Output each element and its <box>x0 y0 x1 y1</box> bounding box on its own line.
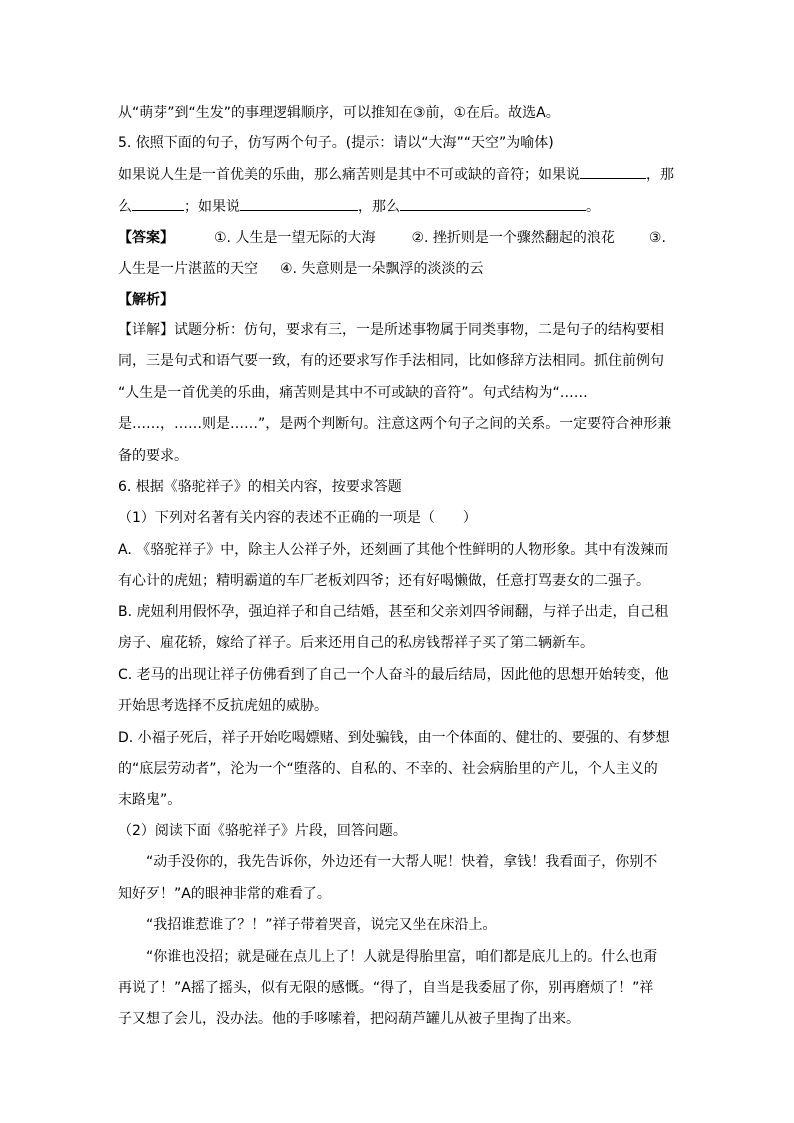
option-d-cont: 末路鬼”。 <box>118 792 182 808</box>
text: ，那么 <box>358 199 400 215</box>
question-5-line-2 <box>118 196 600 217</box>
passage-line: “你谁也没招；就是碰在点儿上了！人就是得胎里富，咱们都是底儿上的。什么也甭 <box>146 949 658 965</box>
detail-line: “人生是一首优美的乐曲，痛苦则是其中不可或缺的音符”。句式结构为“…… <box>118 385 588 401</box>
passage-line: “动手没你的，我先告诉你，外边还有一大帮人呢！快着，拿钱！我看面子，你别不 <box>146 854 658 870</box>
option-c-cont: 开始思考选择不反抗虎妞的威胁。 <box>118 698 328 714</box>
question-5-title: 5. 依照下面的句子，仿写两个句子。(提示：请以“大海”“天空”为喻体) <box>118 135 554 151</box>
option-a-cont: 有心计的虎妞；精明霸道的车厂老板刘四爷；还有好喝懒做，任意打骂妻女的二强子。 <box>118 573 650 589</box>
text: 么 <box>118 199 132 215</box>
option-a: A. 《骆驼祥子》中，除主人公祥子外，还刻画了其他个性鲜明的人物形象。其中有泼辣而 <box>118 542 669 558</box>
answer-item-1: ①. 人生是一望无际的大海 <box>214 230 376 246</box>
fill-blank[interactable] <box>400 196 586 211</box>
question-5-line-1 <box>118 164 674 185</box>
question-6-2: （2）阅读下面《骆驼祥子》片段，回答问题。 <box>118 823 407 839</box>
option-d-cont: 的“底层劳动者”，沦为一个“堕落的、自私的、不幸的、社会病胎里的产儿，个人主义的 <box>118 761 658 777</box>
detail-line: 同，三是句式和语气要一致，有的还要求写作手法相同，比如修辞方法相同。抓住前例句 <box>118 353 664 369</box>
passage-line: “我招谁惹谁了？！”祥子带着哭音，说完又坐在床沿上。 <box>146 917 497 933</box>
fill-blank[interactable] <box>132 196 184 211</box>
fill-blank[interactable] <box>240 196 358 211</box>
answer-item-3-num: ③. <box>648 230 666 246</box>
option-d: D. 小福子死后，祥子开始吃喝嫖赌、到处骗钱，由一个体面的、健壮的、要强的、有梦想 <box>118 730 670 746</box>
answer-item-2: ②. 挫折则是一个骤然翻起的浪花 <box>411 230 615 246</box>
answer-line-2 <box>118 259 483 279</box>
detail-line: 【详解】试题分析：仿句，要求有三，一是所述事物属于同类事物，二是句子的结构要相 <box>118 322 664 338</box>
answer-item-4: ④. 失意则是一朵飘浮的淡淡的云 <box>280 261 484 277</box>
answer-item-3: 人生是一片湛蓝的天空 <box>118 261 258 277</box>
text: ，那 <box>646 167 674 183</box>
detail-line: 备的要求。 <box>118 448 188 464</box>
option-b-cont: 房子、雇花轿，嫁给了祥子。后来还用自己的私房钱帮祥子买了第二辆新车。 <box>118 635 594 651</box>
fill-blank[interactable] <box>580 164 646 179</box>
answer-label: 【答案】 <box>118 230 174 246</box>
passage-line: 知好歹！”A的眼神非常的难看了。 <box>118 886 331 902</box>
text: 。 <box>586 199 600 215</box>
passage-line: 再说了！”A摇了摇头，似有无限的感慨。“得了，自当是我委屈了你，别再磨烦了！”祥 <box>118 980 654 996</box>
option-c: C. 老马的出现让祥子仿佛看到了自己一个人奋斗的最后结局，因此他的思想开始转变，他 <box>118 667 669 683</box>
passage-line: 子又想了会儿，没办法。他的手哆嗦着，把闷葫芦罐儿从被子里掏了出来。 <box>118 1011 580 1027</box>
text: 如果说人生是一首优美的乐曲，那么痛苦则是其中不可或缺的音符；如果说 <box>118 167 580 183</box>
question-6-title: 6. 根据《骆驼祥子》的相关内容，按要求答题 <box>118 479 402 495</box>
detail-line: 是……，……则是……”，是两个判断句。注意这两个句子之间的关系。一定要符合神形兼 <box>118 416 672 432</box>
text-line: 从“萌芽”到“生发”的事理逻辑顺序，可以推知在③前，①在后。故选A。 <box>118 105 560 121</box>
answer-line-1 <box>118 228 666 248</box>
analysis-label: 【解析】 <box>118 292 174 308</box>
option-b: B. 虎妞利用假怀孕，强迫祥子和自己结婚，甚至和父亲刘四爷闹翻，与祥子出走，自己租 <box>118 604 669 620</box>
question-6-1: （1）下列对名著有关内容的表述不正确的一项是（ ） <box>118 510 477 526</box>
text: ；如果说 <box>184 199 240 215</box>
